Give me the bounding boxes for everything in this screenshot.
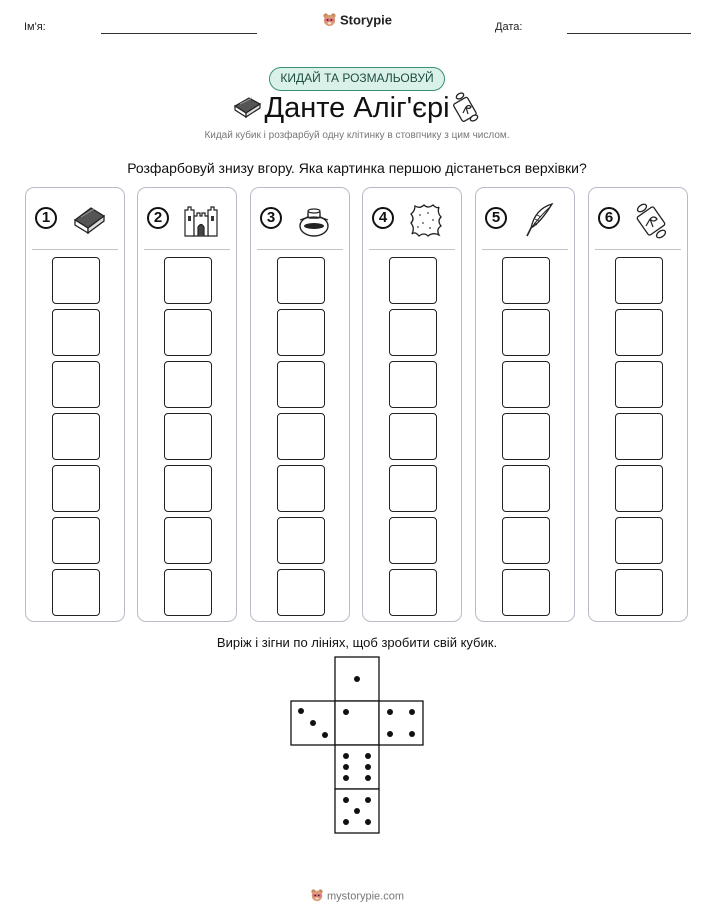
die-pip	[343, 797, 349, 803]
color-cell[interactable]	[277, 257, 325, 304]
die-pip	[365, 775, 371, 781]
die-pip	[387, 709, 393, 715]
column-number: 2	[147, 207, 169, 229]
color-cell[interactable]	[277, 569, 325, 616]
die-pip	[387, 731, 393, 737]
die-pip	[343, 775, 349, 781]
die-pip	[310, 720, 316, 726]
color-cell[interactable]	[52, 465, 100, 512]
die-pip	[365, 819, 371, 825]
color-cell[interactable]	[52, 413, 100, 460]
color-cell[interactable]	[277, 413, 325, 460]
color-cell[interactable]	[502, 569, 550, 616]
color-cell[interactable]	[52, 309, 100, 356]
die-pip	[343, 753, 349, 759]
column-3	[250, 187, 350, 622]
scroll-title-icon	[452, 90, 482, 124]
column-number: 6	[598, 207, 620, 229]
quill-icon	[519, 200, 559, 240]
die-pip	[365, 753, 371, 759]
subtitle: Кидай кубик і розфарбуй одну клітинку в стовпчику з цим числом.	[204, 130, 510, 141]
column-4	[362, 187, 462, 622]
column-divider	[369, 249, 455, 250]
color-cell[interactable]	[389, 569, 437, 616]
column-divider	[595, 249, 681, 250]
color-cell[interactable]	[164, 257, 212, 304]
footer-website[interactable]: mystorypie.com	[326, 890, 405, 903]
die-face-3	[291, 701, 335, 745]
brand-logo	[0, 12, 714, 30]
die-pip	[298, 708, 304, 714]
color-cell[interactable]	[389, 361, 437, 408]
book-icon	[69, 200, 109, 240]
color-cell[interactable]	[502, 257, 550, 304]
name-line[interactable]	[101, 33, 257, 34]
color-cell[interactable]	[277, 361, 325, 408]
color-cell[interactable]	[502, 413, 550, 460]
column-divider	[144, 249, 230, 250]
color-cell[interactable]	[164, 517, 212, 564]
column-divider	[482, 249, 568, 250]
die-pip	[409, 731, 415, 737]
date-line[interactable]	[567, 33, 691, 34]
storypie-mascot-icon	[310, 888, 324, 905]
die-pip	[354, 808, 360, 814]
column-number: 4	[372, 207, 394, 229]
column-divider	[32, 249, 118, 250]
color-cell[interactable]	[52, 257, 100, 304]
color-cell[interactable]	[615, 517, 663, 564]
name-label: Ім'я:	[24, 21, 46, 33]
storypie-mascot-icon	[322, 12, 337, 30]
column-2	[137, 187, 237, 622]
color-cell[interactable]	[615, 569, 663, 616]
die-pip	[354, 676, 360, 682]
column-6	[588, 187, 688, 622]
color-cell[interactable]	[164, 361, 212, 408]
color-cell[interactable]	[277, 309, 325, 356]
ink-pot-icon	[294, 200, 334, 240]
color-cell[interactable]	[277, 465, 325, 512]
die-pip	[365, 797, 371, 803]
die-pip	[343, 819, 349, 825]
die-face-1	[335, 657, 379, 701]
parchment-icon	[406, 200, 446, 240]
column-1	[25, 187, 125, 622]
color-cell[interactable]	[502, 361, 550, 408]
column-number: 3	[260, 207, 282, 229]
column-number: 5	[485, 207, 507, 229]
color-cell[interactable]	[52, 517, 100, 564]
die-pip	[409, 709, 415, 715]
color-cell[interactable]	[389, 517, 437, 564]
color-cell[interactable]	[277, 517, 325, 564]
column-number: 1	[35, 207, 57, 229]
date-label: Дата:	[495, 21, 523, 33]
color-cell[interactable]	[52, 569, 100, 616]
column-5	[475, 187, 575, 622]
die-face-6	[379, 701, 423, 745]
color-cell[interactable]	[164, 413, 212, 460]
color-cell[interactable]	[615, 413, 663, 460]
color-cell[interactable]	[164, 309, 212, 356]
die-pip	[343, 764, 349, 770]
die-face-4	[335, 701, 379, 745]
color-cell[interactable]	[389, 413, 437, 460]
color-cell[interactable]	[52, 361, 100, 408]
die-pip	[365, 764, 371, 770]
footer	[0, 888, 714, 905]
brand-name: Storypie	[339, 12, 392, 28]
die-pip	[322, 732, 328, 738]
color-cell[interactable]	[164, 569, 212, 616]
die-face-blank	[335, 789, 379, 833]
cut-instruction: Виріж і зігни по лініях, щоб зробити свій кубик.	[216, 635, 498, 650]
column-divider	[257, 249, 343, 250]
color-cell[interactable]	[502, 517, 550, 564]
castle-icon	[181, 200, 221, 240]
die-pip	[343, 709, 349, 715]
activity-badge: КИДАЙ ТА РОЗМАЛЬОВУЙ	[269, 67, 445, 91]
color-cell[interactable]	[389, 309, 437, 356]
color-cell[interactable]	[389, 257, 437, 304]
color-cell[interactable]	[164, 465, 212, 512]
page-title: Данте Аліг'єрі	[264, 92, 450, 124]
instruction: Розфарбовуй знизу вгору. Яка картинка першою дістанеться верхівки?	[127, 160, 587, 176]
color-cell[interactable]	[502, 465, 550, 512]
color-cell[interactable]	[615, 465, 663, 512]
color-cell[interactable]	[389, 465, 437, 512]
die-face-5	[335, 745, 379, 789]
color-cell[interactable]	[615, 309, 663, 356]
color-cell[interactable]	[502, 309, 550, 356]
scroll-icon	[632, 200, 672, 240]
color-cell[interactable]	[615, 257, 663, 304]
color-cell[interactable]	[615, 361, 663, 408]
